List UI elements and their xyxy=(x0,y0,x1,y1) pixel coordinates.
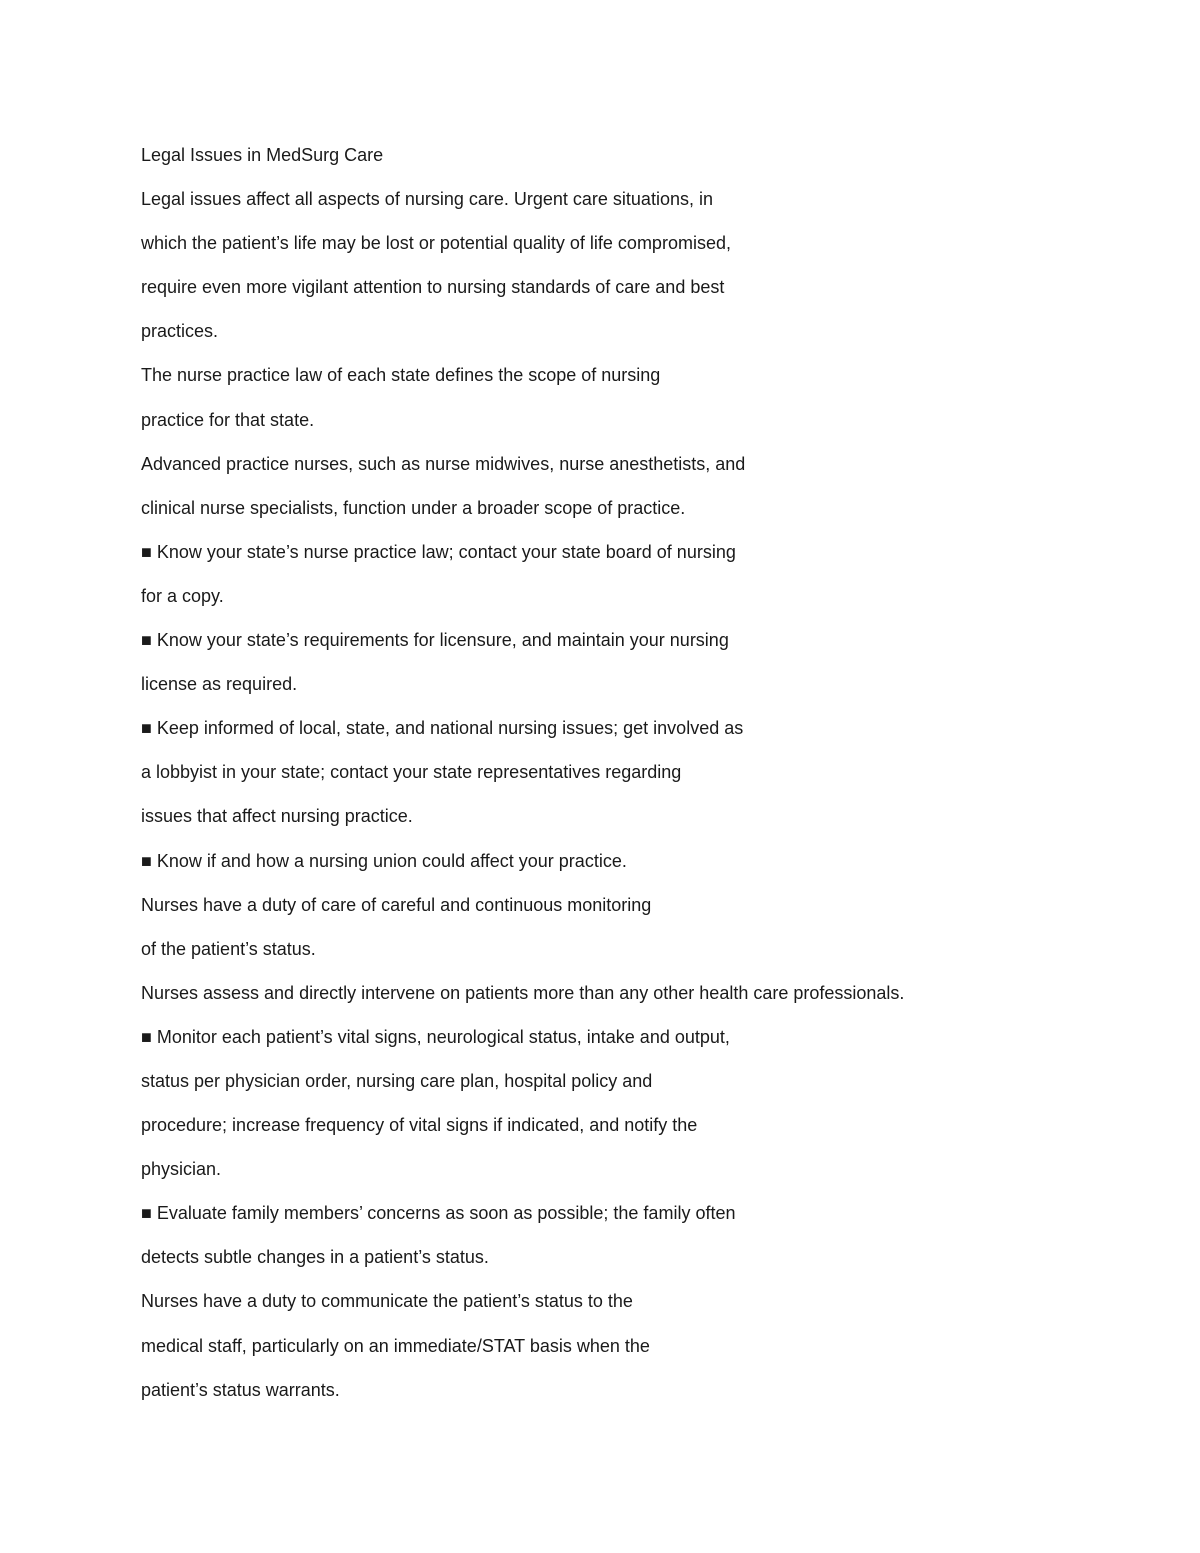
text-line: medical staff, particularly on an immediate/STAT basis when the xyxy=(141,1335,650,1356)
text-line: license as required. xyxy=(141,674,298,695)
bullet-line: ■ Know your state’s requirements for licensure, and maintain your nursing xyxy=(141,630,729,651)
text-line: detects subtle changes in a patient’s status. xyxy=(141,1247,489,1268)
bullet-line: ■ Know your state’s nurse practice law; contact your state board of nursing xyxy=(141,541,736,562)
text-line: practice for that state. xyxy=(141,409,315,430)
text-line: practices. xyxy=(141,321,219,342)
text-line: procedure; increase frequency of vital signs if indicated, and notify the xyxy=(141,1115,698,1136)
text-line: Advanced practice nurses, such as nurse midwives, nurse anesthetists, and xyxy=(141,453,746,474)
document-body xyxy=(141,142,1161,1421)
text-line: of the patient’s status. xyxy=(141,938,316,959)
text-line: require even more vigilant attention to nursing standards of care and best xyxy=(141,277,725,298)
text-line: a lobbyist in your state; contact your state representatives regarding xyxy=(141,762,682,783)
document-title: Legal Issues in MedSurg Care xyxy=(141,145,384,165)
text-line: physician. xyxy=(141,1159,222,1180)
text-line: Nurses assess and directly intervene on patients more than any other health care professionals. xyxy=(141,982,905,1003)
text-line: Nurses have a duty of care of careful and continuous monitoring xyxy=(141,894,652,915)
bullet-line: ■ Know if and how a nursing union could affect your practice. xyxy=(141,850,627,871)
text-line: Legal issues affect all aspects of nursing care. Urgent care situations, in xyxy=(141,189,713,210)
text-line: clinical nurse specialists, function under a broader scope of practice. xyxy=(141,497,686,518)
text-line: The nurse practice law of each state defines the scope of nursing xyxy=(141,365,661,386)
bullet-line: ■ Evaluate family members’ concerns as soon as possible; the family often xyxy=(141,1203,736,1224)
text-line: which the patient’s life may be lost or potential quality of life compromised, xyxy=(141,233,731,254)
text-line: Nurses have a duty to communicate the patient’s status to the xyxy=(141,1291,633,1312)
text-line: issues that affect nursing practice. xyxy=(141,806,413,827)
bullet-line: ■ Monitor each patient’s vital signs, neurological status, intake and output, xyxy=(141,1026,730,1047)
text-line: for a copy. xyxy=(141,585,224,606)
text-line: status per physician order, nursing care plan, hospital policy and xyxy=(141,1070,653,1091)
bullet-line: ■ Keep informed of local, state, and national nursing issues; get involved as xyxy=(141,718,744,739)
text-line: patient’s status warrants. xyxy=(141,1379,340,1400)
